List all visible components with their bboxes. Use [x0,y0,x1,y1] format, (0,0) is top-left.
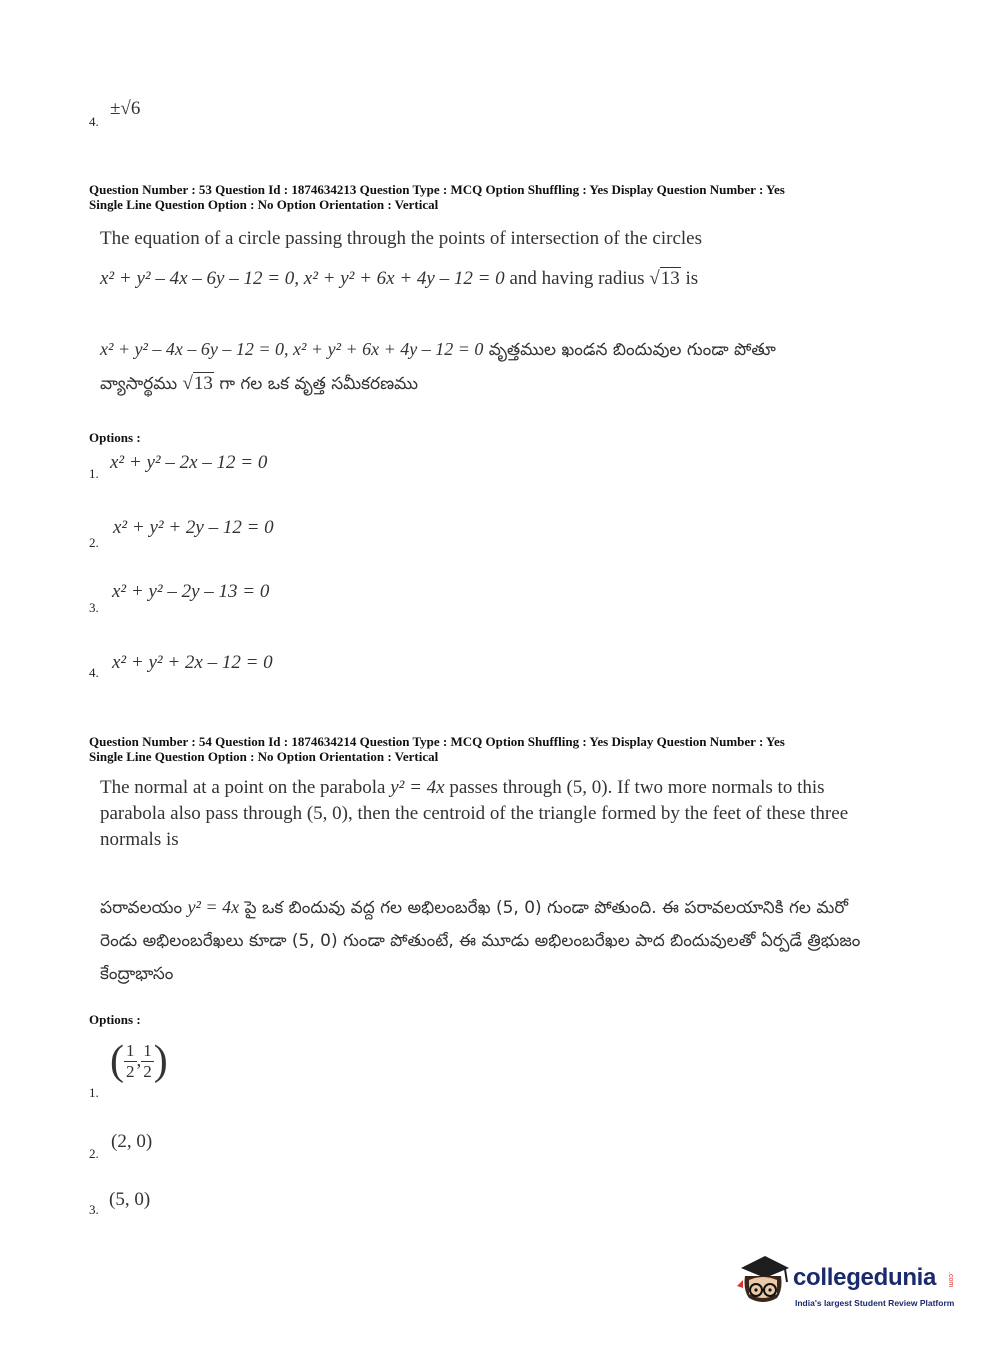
logo-wordmark: collegedunia [793,1264,937,1291]
meta-line: Single Line Question Option : No Option Orientation : Vertical [89,197,439,212]
radius-value: 13 [660,268,680,289]
option-number: 4. [89,665,99,680]
text: and having radius [509,268,645,289]
text: is [685,268,699,289]
option-number: 3. [89,600,99,615]
option-expression: x² + y² – 2x – 12 = 0 [110,452,268,473]
option-expression: x² + y² + 2y – 12 = 0 [113,517,274,538]
option-number: 1. [89,466,99,481]
fraction: $\frac{1}{2}$ [143,1040,152,1081]
option-expression: (2, 0) [111,1131,153,1152]
equation: x² + y² – 4x – 6y – 12 = 0, x² + y² + 6x + 4y – 12 = 0 [100,339,484,359]
options-label: Options : [89,1012,141,1027]
question-text-english [100,226,870,292]
meta-line: Question Number : 54 Question Id : 1874634214 Question Type : MCQ Option Shuffling : Yes Display Question Number : Yes [89,734,785,749]
option-number: 2. [89,535,99,550]
radius-value: 13 [193,373,213,394]
question-text-telugu [100,891,870,991]
text: వ్యాసార్థము [100,374,178,394]
option-expression: ( $\frac{1}{2}$ , $\frac{1}{2}$ ) [110,1038,168,1084]
question-line: x² + y² – 4x – 6y – 12 = 0, x² + y² + 6x + 4y – 12 = 0 and having radius √13 is [100,268,699,289]
question-text-telugu [100,333,870,401]
option-number: 1. [89,1085,99,1100]
option-expression: (5, 0) [109,1189,151,1210]
option-expression: x² + y² + 2x – 12 = 0 [112,652,273,673]
question-meta [89,182,969,212]
meta-line: Question Number : 53 Question Id : 1874634213 Question Type : MCQ Option Shuffling : Yes Display Question Number : Yes [89,182,785,197]
option-expression: ±√6 [110,98,141,119]
logo-tagline: India's largest Student Review Platform [795,1298,955,1308]
question-line: వ్యాసార్థము √13 గా గల ఒక వృత్త సమీకరణము [100,373,418,394]
text: వృత్తముల ఖండన బిందువుల గుండా పోతూ [488,340,776,360]
option-number: 2. [89,1146,99,1161]
equation: x² + y² – 4x – 6y – 12 = 0, x² + y² + 6x + 4y – 12 = 0 [100,268,505,289]
question-text-english [100,775,870,853]
option-expression: x² + y² – 2y – 13 = 0 [112,581,270,602]
option-number: 4. [89,114,99,129]
text: పరావలయం [100,898,183,918]
equation: y² = 4x [390,777,445,798]
mascot-icon [735,1250,791,1310]
text: passes through (5, 0). If two more normals to this parabola also pass through (5, 0), then the centroid of the triangle formed by the feet of these three normals is [100,777,849,850]
text: పై ఒక బిందువు వద్ద గల అభిలంబరేఖ (5, 0) గుండా పోతుంది. ఈ పరావలయానికి గల మరో రెండు అభిలంబరేఖలు కూడా (5, 0) గుండా పోతుంటే, ఈ మూడు అభిలంబరేఖల పాద బిందువులతో ఏర్పడే త్రిభుజం కేంద్రాభాసం [100,898,861,984]
equation: y² = 4x [187,897,240,917]
meta-line: Single Line Question Option : No Option Orientation : Vertical [89,749,439,764]
text: The normal at a point on the parabola [100,777,386,798]
fraction: $\frac{1}{2}$ [126,1040,135,1081]
collegedunia-logo [735,1246,965,1316]
question-meta [89,734,969,764]
logo-suffix: .com [947,1272,954,1288]
option-number: 3. [89,1202,99,1217]
question-line [100,333,870,367]
text: గా గల ఒక వృత్త సమీకరణము [219,374,418,394]
options-label: Options : [89,430,141,445]
question-line: The equation of a circle passing through the points of intersection of the circles [100,228,703,249]
